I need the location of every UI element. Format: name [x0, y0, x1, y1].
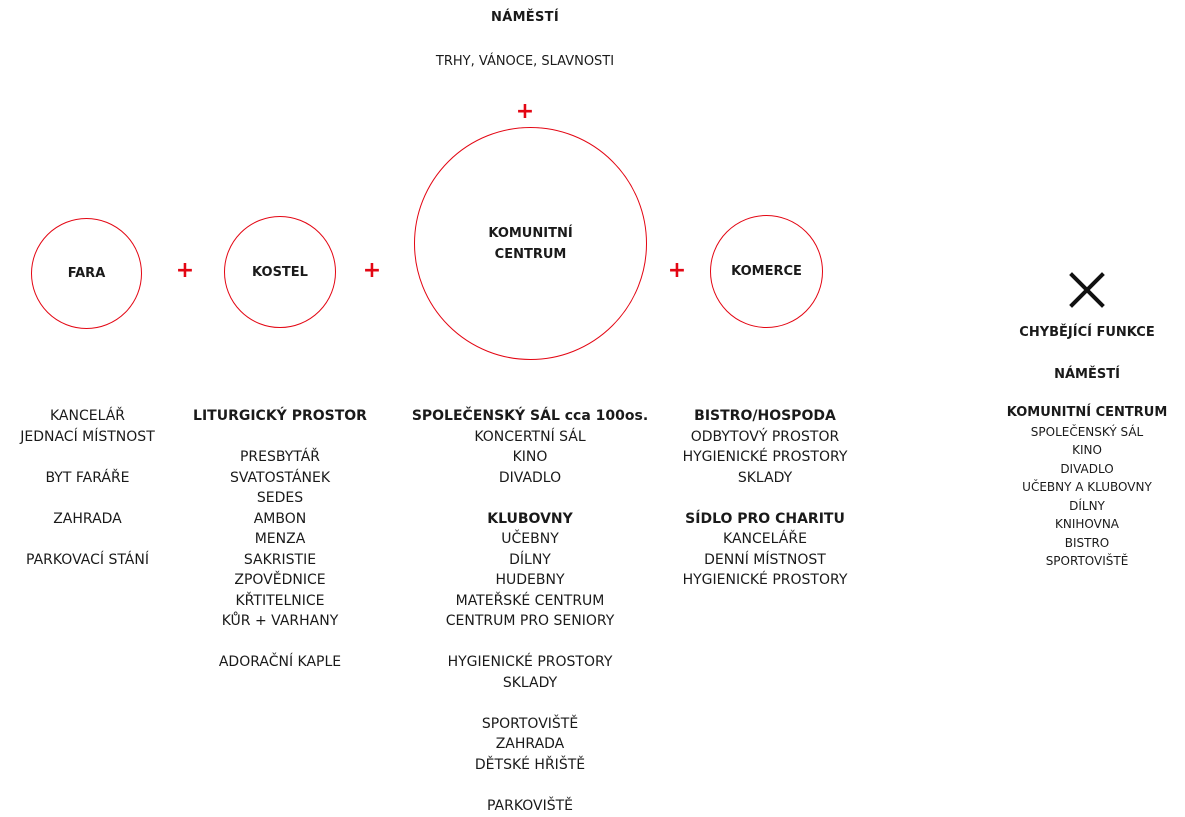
plus-icon: +	[362, 258, 382, 283]
list-item: DÍLNY	[1069, 498, 1105, 513]
list-item: SAKRISTIE	[243, 551, 317, 568]
list-item: HYGIENICKÉ PROSTORY	[682, 572, 848, 588]
list-item: SVATOSTÁNEK	[229, 469, 331, 486]
missing-namesti: NÁMĚSTÍ	[1054, 367, 1120, 382]
list-item: ZAHRADA	[53, 510, 122, 527]
list-item: HYGIENICKÉ PROSTORY	[447, 654, 613, 670]
list-item: ODBYTOVÝ PROSTOR	[690, 428, 840, 445]
plus-icon: +	[175, 258, 195, 283]
list-item: DIVADLO	[498, 469, 562, 486]
list-item: PARKOVIŠTĚ	[486, 797, 574, 814]
list-item: CENTRUM PRO SENIORY	[445, 613, 615, 629]
list-item: KINO	[512, 449, 548, 465]
close-x-icon	[1067, 270, 1107, 310]
namesti-title: NÁMĚSTÍ	[491, 10, 559, 25]
list-item: DIVADLO	[1060, 461, 1114, 476]
list-item: UČEBNY A KLUBOVNY	[1022, 480, 1152, 494]
namesti-subtitle: TRHY, VÁNOCE, SLAVNOSTI	[435, 54, 615, 69]
list-item: PARKOVACÍ STÁNÍ	[26, 551, 149, 568]
komunitni-label-line1: KOMUNITNÍ	[488, 225, 573, 241]
list-item: MENZA	[254, 531, 306, 547]
list-item: DENNÍ MÍSTNOST	[704, 551, 826, 568]
list-item: DÍLNY	[509, 551, 551, 568]
list-item: PRESBYTÁŘ	[239, 449, 321, 465]
list-item: AMBON	[253, 510, 307, 527]
komerce-heading-bistro: BISTRO/HOSPODA	[694, 408, 836, 424]
komerce-column	[660, 406, 870, 591]
list-item: ZAHRADA	[495, 736, 565, 752]
fara-column	[0, 406, 175, 570]
list-item: BISTRO	[1064, 535, 1110, 550]
kostel-label: KOSTEL	[252, 264, 308, 280]
circle-fara	[31, 218, 142, 329]
list-item: MATEŘSKÉ CENTRUM	[455, 592, 605, 609]
circle-kostel	[224, 216, 336, 328]
list-item: JEDNACÍ MÍSTNOST	[20, 428, 155, 445]
plus-icon: +	[667, 258, 687, 283]
list-item: SEDES	[256, 490, 304, 506]
list-item: ADORAČNÍ KAPLE	[218, 654, 342, 670]
komerce-heading-charita: SÍDLO PRO CHARITU	[685, 510, 845, 527]
list-item: BYT FARÁŘE	[45, 469, 130, 486]
list-item: SPOLEČENSKÝ SÁL	[1030, 424, 1144, 439]
komunitni-heading-sal: SPOLEČENSKÝ SÁL cca 100os.	[411, 408, 649, 424]
plus-icon: +	[515, 99, 535, 124]
missing-centrum-column	[987, 404, 1185, 571]
list-item: SPORTOVIŠTĚ	[1045, 554, 1129, 568]
missing-title: CHYBĚJÍCÍ FUNKCE	[1019, 325, 1155, 340]
list-item: DĚTSKÉ HŘIŠTĚ	[474, 756, 586, 773]
list-item: UČEBNY	[501, 531, 559, 547]
list-item: HUDEBNY	[495, 572, 565, 588]
list-item: KANCELÁŘE	[723, 531, 807, 547]
list-item: KŘTITELNICE	[235, 592, 325, 609]
fara-label: FARA	[67, 266, 106, 281]
list-item: SKLADY	[737, 469, 793, 486]
list-item: KINO	[1072, 443, 1102, 457]
list-item: KŮR + VARHANY	[221, 613, 339, 629]
circle-komunitni-centrum	[414, 127, 647, 360]
komunitni-column	[395, 406, 665, 816]
kostel-column	[180, 406, 380, 673]
kostel-heading: LITURGICKÝ PROSTOR	[193, 408, 367, 424]
list-item: KNIHOVNA	[1054, 517, 1120, 531]
list-item: KANCELÁŘ	[49, 408, 126, 424]
list-item: ZPOVĚDNICE	[234, 572, 326, 588]
komerce-label: KOMERCE	[731, 264, 802, 279]
komunitni-heading-klubovny: KLUBOVNY	[487, 510, 573, 527]
komunitni-label-line2: CENTRUM	[494, 246, 567, 262]
list-item: HYGIENICKÉ PROSTORY	[682, 449, 848, 465]
list-item: SKLADY	[502, 674, 558, 691]
list-item: SPORTOVIŠTĚ	[481, 715, 579, 732]
circle-komerce	[710, 215, 823, 328]
list-item: KONCERTNÍ SÁL	[474, 428, 586, 445]
missing-centrum-heading: KOMUNITNÍ CENTRUM	[1006, 405, 1168, 420]
